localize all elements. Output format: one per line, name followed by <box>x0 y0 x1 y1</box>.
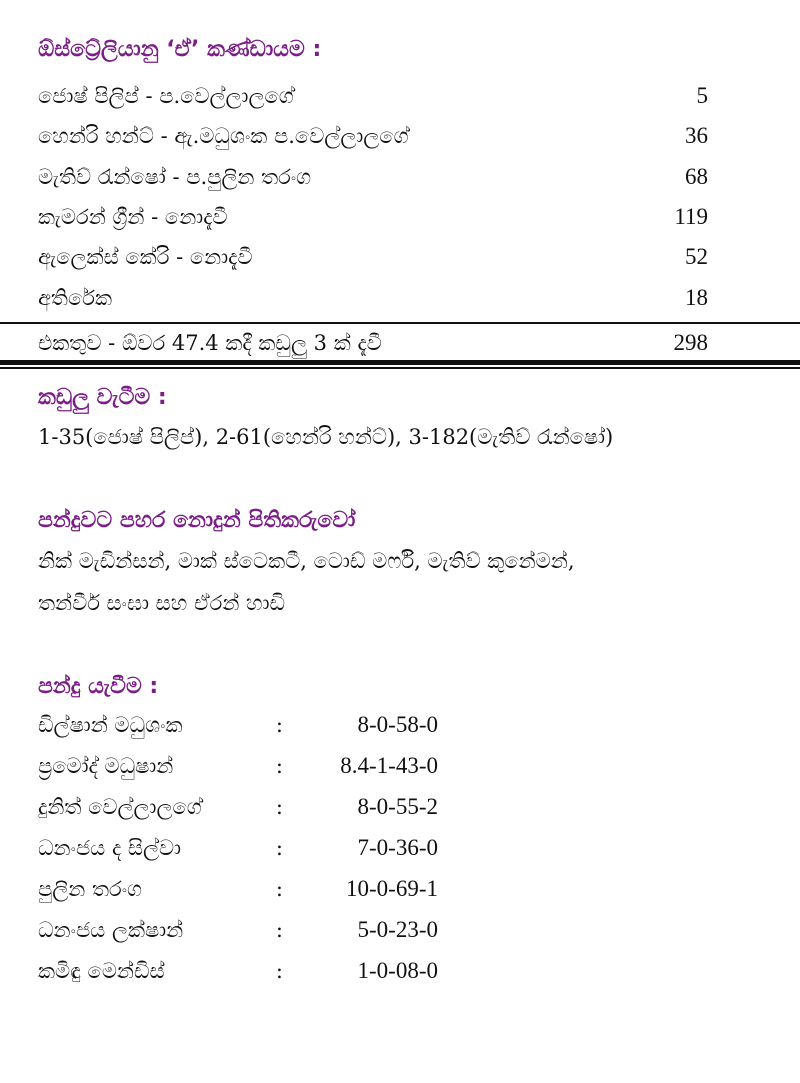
batter-name: මැතිව් රැන්ෂෝ - ප.පුලින තරංග <box>38 164 312 189</box>
separator-colon: : <box>275 877 283 901</box>
batter-name: ජොෂ් පිලිප් - ප.වෙල්ලාලගේ <box>38 83 294 108</box>
bowling-row <box>38 869 438 909</box>
batting-row <box>38 278 708 318</box>
batting-section-title: ඕස්ට්‍රේලියානු ‘ඒ’ කණ්ඩායම : <box>38 37 322 62</box>
bowling-section-title: පන්දු යැවීම : <box>38 674 159 699</box>
separator-colon: : <box>275 959 283 983</box>
bowler-figures: 8-0-58-0 <box>357 712 438 737</box>
bowling-row <box>38 705 438 745</box>
separator-colon: : <box>275 795 283 819</box>
batting-row <box>38 76 708 116</box>
separator-colon: : <box>275 754 283 778</box>
bowler-figures: 10-0-69-1 <box>346 876 438 901</box>
bowler-name: ධනංජය ද සිල්වා <box>38 835 182 860</box>
batter-name: කැමරන් ග්‍රීන් - නොදැවී <box>38 204 228 229</box>
batting-row <box>38 237 708 277</box>
bowling-row <box>38 910 438 950</box>
did-not-bat-line: නික් මැඩින්සන්, මාක් ස්ටෙකටී, ටොඩ් මර්ෆි, මැතිව් කුනේමන්, <box>38 549 575 573</box>
bowler-figures: 8.4-1-43-0 <box>340 753 438 778</box>
bowler-name: පුලින තරංග <box>38 876 143 901</box>
bowling-row <box>38 951 438 991</box>
bowler-figures: 5-0-23-0 <box>357 917 438 942</box>
bowling-row <box>38 828 438 868</box>
divider-line <box>0 367 800 369</box>
fall-of-wickets-text: 1-35(ජොෂ් පිලිප්), 2-61(හෙන්රි හන්ට්), 3-182(මැතිව් රැන්ෂෝ) <box>38 425 614 449</box>
did-not-bat-title: පන්දුවට පහර නොදුන් පිතිකරුවෝ <box>38 508 356 533</box>
batter-name: හෙන්රි හන්ට් - ඇ.මධුශංක ප.වෙල්ලාලගේ <box>38 123 409 148</box>
bowler-figures: 7-0-36-0 <box>357 835 438 860</box>
batting-row <box>38 116 708 156</box>
separator-colon: : <box>275 713 283 737</box>
total-runs: 298 <box>673 330 708 355</box>
bowler-name: ප්‍රමෝද් මධුෂාන් <box>38 753 174 778</box>
extras-label: අතිරේක <box>38 285 113 310</box>
batter-name: ඇලෙක්ස් කේරි - නොදැවී <box>38 244 253 269</box>
batter-runs: 119 <box>674 204 708 229</box>
bowler-name: ඩිල්ෂාන් මධුශංක <box>38 712 183 737</box>
divider-thick-line <box>0 360 800 365</box>
batter-runs: 68 <box>685 164 708 189</box>
bowler-name: කමිඳු මෙන්ඩිස් <box>38 958 165 983</box>
batter-runs: 52 <box>685 244 708 269</box>
bowler-name: දුනිත් වෙල්ලාලගේ <box>38 794 202 819</box>
batter-runs: 5 <box>696 83 708 108</box>
bowler-figures: 8-0-55-2 <box>357 794 438 819</box>
extras-runs: 18 <box>685 285 708 310</box>
batting-row <box>38 197 708 237</box>
bowler-name: ධනංජය ලක්ෂාන් <box>38 917 184 942</box>
bowling-row <box>38 787 438 827</box>
did-not-bat-line: තන්වීර් සංඝා සහ ඒරන් හාඩි <box>38 591 286 615</box>
fall-of-wickets-title: කඩුලු වැටීම : <box>38 385 167 410</box>
bowling-row <box>38 746 438 786</box>
batting-row <box>38 157 708 197</box>
total-label: එකතුව - ඕවර 47.4 කදී කඩුලු 3 ක් දැවී <box>38 330 382 355</box>
bowler-figures: 1-0-08-0 <box>357 958 438 983</box>
total-row <box>38 323 708 363</box>
separator-colon: : <box>275 918 283 942</box>
batter-runs: 36 <box>685 123 708 148</box>
separator-colon: : <box>275 836 283 860</box>
